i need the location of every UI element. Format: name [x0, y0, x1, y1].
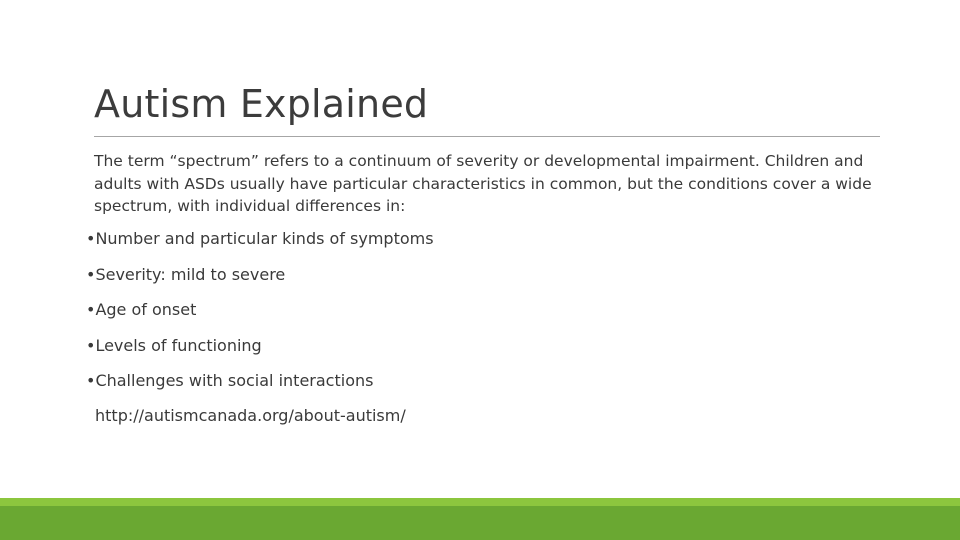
intro-paragraph: The term “spectrum” refers to a continuum of severity or developmental impairment. Children and adults with ASDs usually have particular characteristics in common, but the conditions cover a wide spectrum, with individual differences in:	[94, 152, 872, 215]
bullet-marker: •	[86, 229, 96, 248]
bullet-text: Number and particular kinds of symptoms	[95, 229, 434, 248]
source-link[interactable]: http://autismcanada.org/about-autism/	[95, 406, 406, 425]
bullet-item	[86, 228, 434, 264]
bullet-text: Challenges with social interactions	[95, 371, 374, 390]
bullet-item	[86, 264, 434, 300]
bullet-text: Levels of functioning	[95, 335, 262, 355]
bullet-marker: •	[86, 264, 96, 284]
bullet-marker: •	[86, 300, 96, 319]
footer-highlight	[0, 498, 960, 506]
bullet-marker: •	[86, 371, 96, 390]
title-divider	[94, 136, 880, 137]
bullet-text: Severity: mild to severe	[95, 264, 286, 284]
bullet-item	[86, 335, 434, 371]
bullet-item	[86, 370, 434, 406]
slide-title: Autism Explained	[94, 82, 429, 126]
bullet-marker: •	[86, 335, 96, 355]
bullet-list	[86, 228, 434, 406]
bullet-text: Age of onset	[95, 300, 197, 319]
bullet-item	[86, 299, 434, 335]
